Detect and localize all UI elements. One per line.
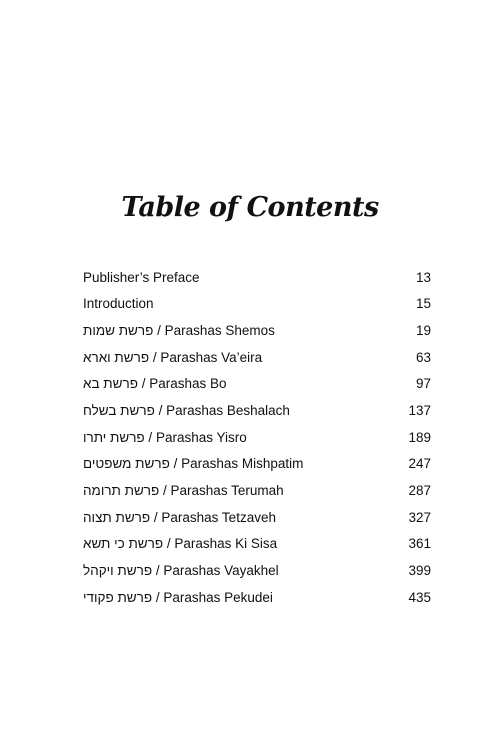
toc-entry-english: Parashas Bo — [149, 376, 227, 392]
toc-entry-separator: / — [163, 536, 175, 552]
toc-entry-english: Parashas Va’eira — [160, 349, 263, 365]
toc-entry[interactable] — [83, 504, 431, 531]
toc-entry[interactable] — [83, 371, 431, 398]
toc-entry-separator: / — [150, 509, 162, 525]
toc-entry-page-number: 63 — [415, 349, 431, 365]
toc-entry-page-number: 19 — [415, 322, 431, 338]
toc-entry-hebrew: פרשת פקודי — [83, 589, 153, 605]
toc-entry-separator: / — [159, 483, 171, 499]
toc-entry-english: Parashas Beshalach — [166, 403, 290, 419]
toc-entry-page-number: 435 — [408, 589, 431, 605]
toc-entry-separator: / — [152, 563, 164, 579]
toc-entry-hebrew: פרשת ויקהל — [83, 563, 153, 579]
toc-entry[interactable] — [83, 317, 431, 344]
toc-entry-hebrew: פרשת כי תשא — [83, 536, 164, 552]
toc-entry-english: Publisher’s Preface — [83, 269, 200, 285]
toc-entry-label — [83, 324, 275, 338]
toc-entry-separator: / — [144, 429, 156, 445]
toc-entry-separator: / — [152, 589, 164, 605]
toc-entry[interactable] — [83, 397, 431, 424]
toc-entry-english: Parashas Vayakhel — [163, 563, 279, 579]
toc-entry-english: Parashas Tetzaveh — [161, 509, 276, 525]
page-title: Table of Contents — [121, 192, 379, 223]
toc-entry[interactable] — [83, 424, 431, 451]
toc-entry-hebrew: פרשת משפטים — [83, 456, 170, 472]
toc-entry-hebrew: פרשת תרומה — [83, 483, 160, 499]
toc-entry-page-number: 327 — [408, 509, 431, 525]
toc-entry-english: Parashas Ki Sisa — [174, 536, 278, 552]
toc-entry-page-number: 287 — [408, 483, 431, 499]
toc-entry[interactable] — [83, 558, 431, 585]
toc-entry-english: Parashas Mishpatim — [181, 456, 304, 472]
toc-entry-hebrew: פרשת שמות — [83, 322, 154, 338]
toc-entry-page-number: 361 — [408, 536, 431, 552]
toc-entry-page-number: 137 — [408, 403, 431, 419]
toc-entry-page-number: 399 — [408, 563, 431, 579]
toc-entry[interactable] — [83, 531, 431, 558]
toc-entry-hebrew: פרשת יתרו — [83, 429, 145, 445]
toc-entry-label — [83, 457, 303, 471]
toc-entry-hebrew: פרשת וארא — [83, 349, 150, 365]
toc-entry[interactable] — [83, 264, 431, 291]
toc-entry-label — [83, 564, 279, 578]
toc-entry-label — [83, 297, 154, 311]
toc-entry-page-number: 13 — [415, 269, 431, 285]
toc-entry-page-number: 189 — [408, 429, 431, 445]
toc-entry-separator: / — [149, 349, 161, 365]
toc-entry-label — [83, 404, 290, 418]
toc-entry-page-number: 97 — [415, 376, 431, 392]
toc-entry-english: Parashas Terumah — [170, 483, 284, 499]
toc-entry-hebrew: פרשת תצוה — [83, 509, 151, 525]
toc-list — [83, 264, 431, 611]
toc-entry[interactable] — [83, 291, 431, 318]
toc-entry-hebrew: פרשת בא — [83, 376, 138, 392]
toc-entry-page-number: 247 — [408, 456, 431, 472]
toc-entry-label — [83, 271, 200, 285]
toc-entry-label — [83, 511, 276, 525]
toc-entry[interactable] — [83, 584, 431, 611]
toc-entry[interactable] — [83, 344, 431, 371]
toc-entry-english: Parashas Shemos — [164, 322, 275, 338]
toc-entry-english: Parashas Yisro — [155, 429, 247, 445]
toc-entry-label — [83, 537, 277, 551]
toc-entry-label — [83, 431, 247, 445]
toc-entry-english: Introduction — [83, 296, 154, 312]
toc-entry-label — [83, 484, 284, 498]
toc-entry-page-number: 15 — [415, 296, 431, 312]
toc-entry-separator: / — [169, 456, 182, 472]
toc-entry[interactable] — [83, 451, 431, 478]
toc-entry-label — [83, 377, 227, 391]
toc-entry-separator: / — [154, 403, 167, 419]
toc-entry-separator: / — [137, 376, 150, 392]
toc-entry-english: Parashas Pekudei — [163, 589, 273, 605]
toc-entry-separator: / — [153, 322, 165, 338]
toc-entry-hebrew: פרשת בשלח — [83, 403, 155, 419]
toc-entry-label — [83, 591, 273, 605]
toc-entry[interactable] — [83, 478, 431, 505]
toc-entry-label — [83, 351, 262, 365]
